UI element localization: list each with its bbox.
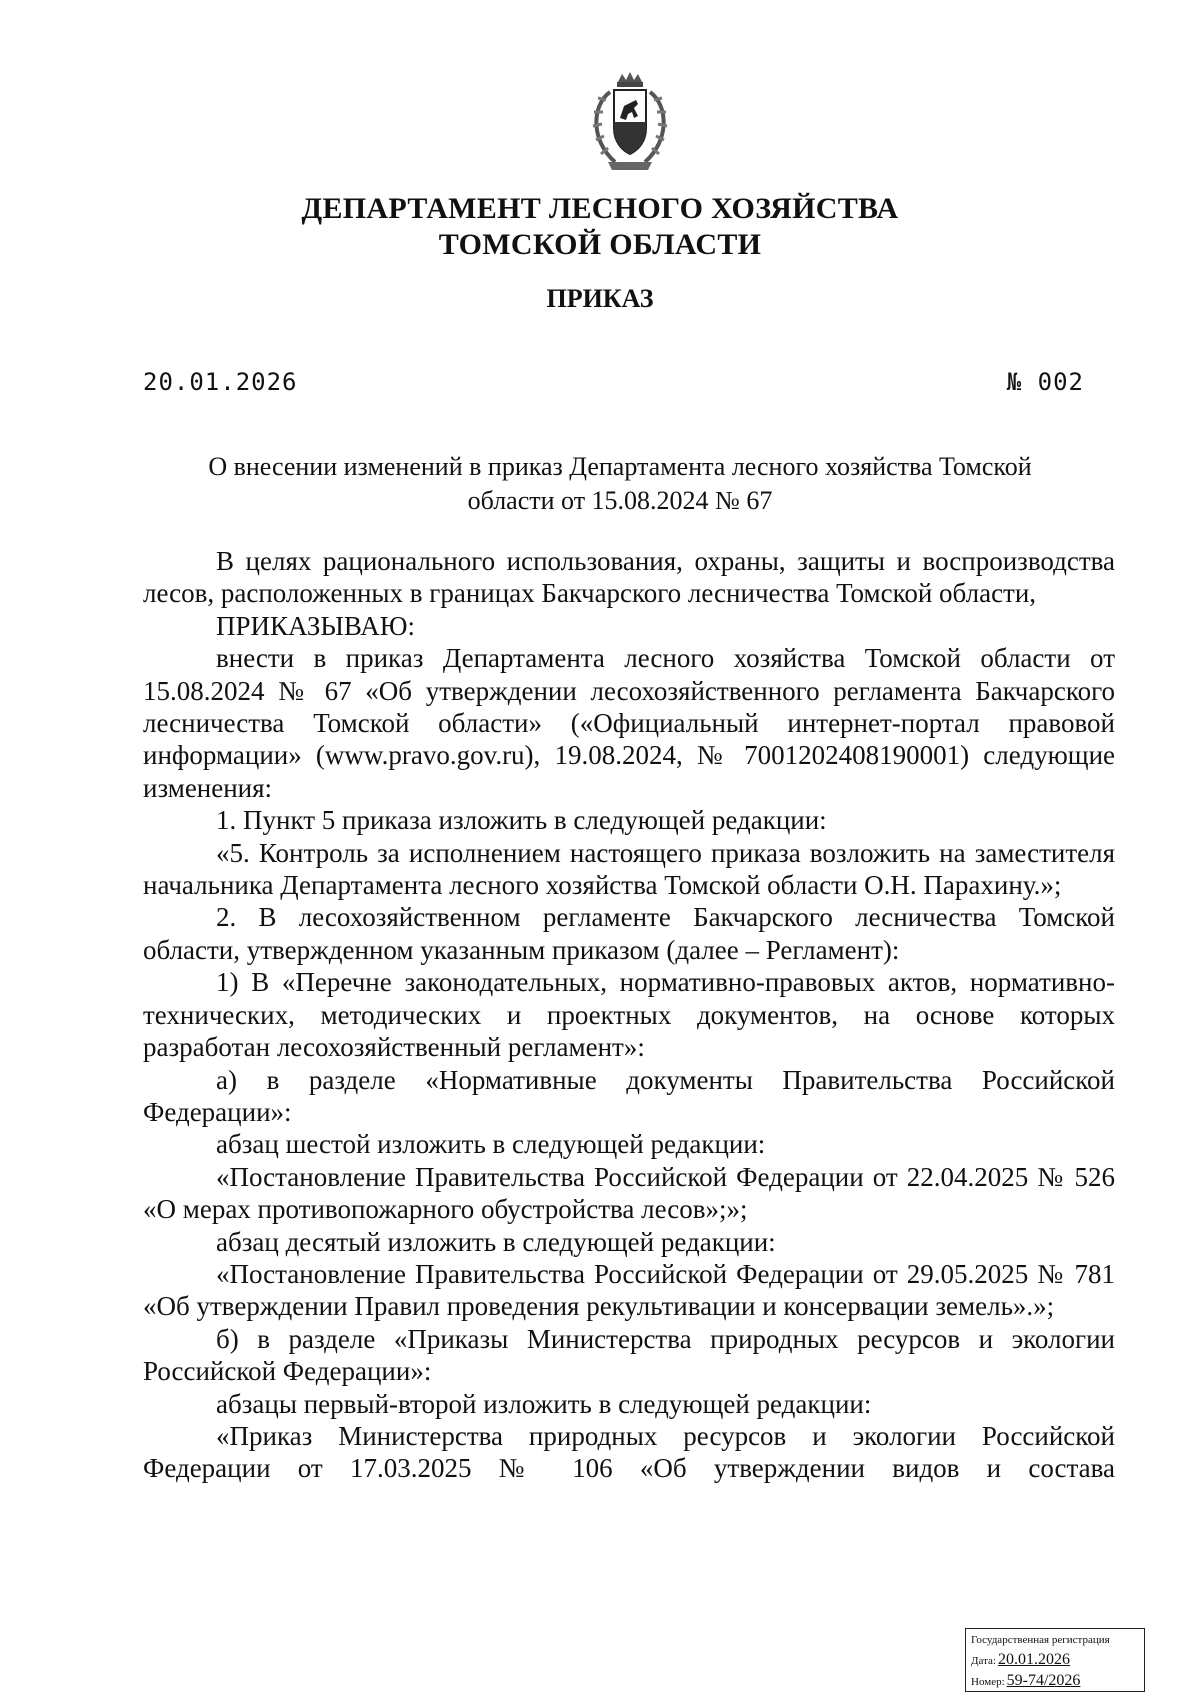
stamp-number-label: Номер: [971, 1676, 1005, 1688]
subject-line1: О внесении изменений в приказ Департамента лесного хозяйства Томской [208, 452, 1032, 481]
stamp-date-row [971, 1650, 1139, 1671]
body-paragraph: абзац десятый изложить в следующей редакции: [216, 1226, 776, 1257]
body-paragraph: 1. Пункт 5 приказа изложить в следующей редакции: [216, 805, 827, 836]
document-subject [150, 450, 1090, 518]
document-number: № 002 [1006, 368, 1084, 396]
document-type: ПРИКАЗ [546, 284, 654, 313]
stamp-number-row [971, 1671, 1139, 1692]
body-paragraph: а) в разделе «Нормативные документы Правительства Российской Федерации»: [143, 1064, 1115, 1127]
document-body [143, 545, 1115, 1485]
body-paragraph: ПРИКАЗЫВАЮ: [216, 610, 415, 641]
body-paragraph: б) в разделе «Приказы Министерства природных ресурсов и экологии Российской Федерации»: [143, 1323, 1115, 1387]
organization-name-line1: ДЕПАРТАМЕНТ ЛЕСНОГО ХОЗЯЙСТВА [301, 192, 899, 225]
coat-of-arms-icon [570, 70, 690, 175]
organization-name-line2: ТОМСКОЙ ОБЛАСТИ [438, 228, 762, 261]
document-date: 20.01.2026 [143, 368, 298, 396]
stamp-date-value: 20.01.2026 [997, 1651, 1070, 1668]
body-paragraph: 2. В лесохозяйственном регламенте Бакчарского лесничества Томской области, утвержденном указанным приказом (далее – Регламент): [143, 902, 1115, 965]
body-paragraph: «5. Контроль за исполнением настоящего приказа возложить на заместителя начальника Департамента лесного хозяйства Томской области О.Н. Парахину.»; [143, 837, 1115, 901]
subject-line2: области от 15.08.2024 № 67 [467, 486, 773, 515]
body-paragraph: «Постановление Правительства Российской Федерации от 29.05.2025 № 781 «Об утверждении Правил проведения рекультивации и консервации земель».»; [143, 1258, 1115, 1322]
body-paragraph: 1) В «Перечне законодательных, нормативно-правовых актов, нормативно-технических, методических и проектных документов, на основе которых разработан лесохозяйственный регламент»: [143, 967, 1115, 1063]
registration-stamp [965, 1628, 1145, 1692]
stamp-date-label: Дата: [971, 1655, 996, 1667]
body-paragraph: абзацы первый-второй изложить в следующей редакции: [216, 1388, 872, 1419]
body-paragraph: внести в приказ Департамента лесного хозяйства Томской области от 15.08.2024 № 67 «Об утверждении лесохозяйственного регламента Бакчарского лесничества Томской области» («Официальный интернет-портал правовой информации» (www.pravo.gov.ru), 19.08.2024, № 7001202408190001) следующие изменения: [143, 643, 1115, 803]
body-paragraph: «Приказ Министерства природных ресурсов и экологии Российской Федерации от 17.03.2025 № 106 «Об утверждении видов и состава [143, 1420, 1115, 1484]
stamp-number-value: 59-74/2026 [1006, 1672, 1081, 1689]
body-paragraph: В целях рационального использования, охраны, защиты и воспроизводства лесов, расположенных в границах Бакчарского лесничества Томской области, [143, 546, 1115, 609]
body-paragraph: абзац шестой изложить в следующей редакции: [216, 1129, 766, 1160]
stamp-title: Государственная регистрация [971, 1634, 1110, 1646]
body-paragraph: «Постановление Правительства Российской Федерации от 22.04.2025 № 526 «О мерах противопожарного обустройства лесов»;»; [143, 1161, 1115, 1225]
